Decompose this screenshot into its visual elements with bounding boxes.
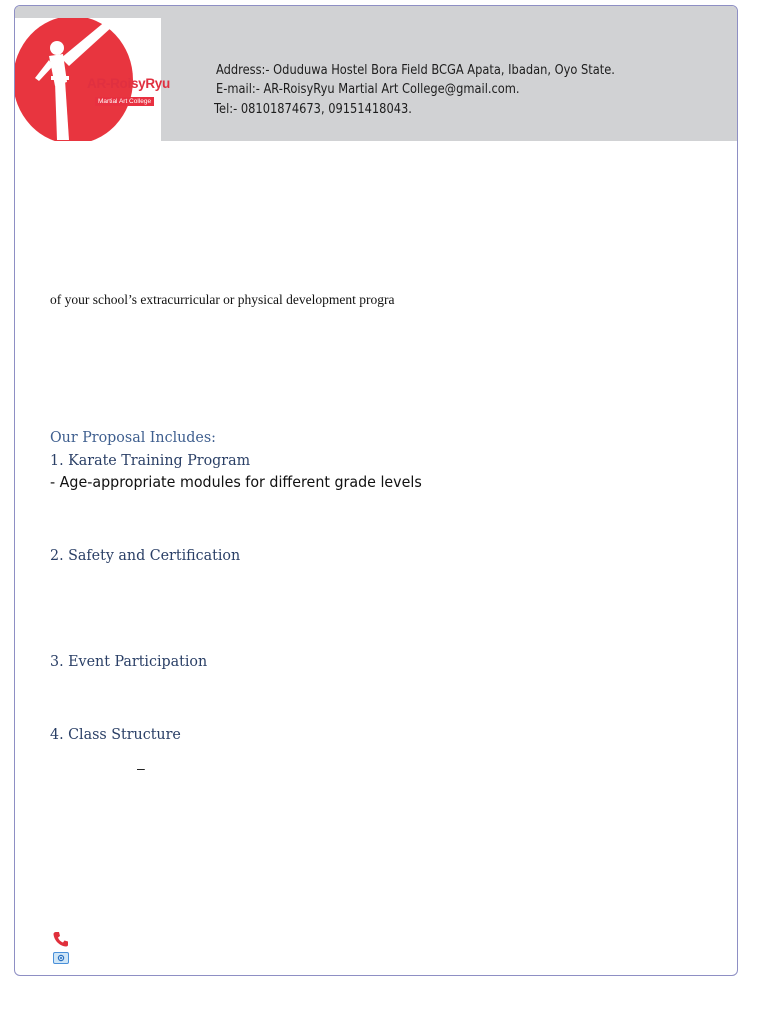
email-line: E-mail:- AR-RoisyRyu Martial Art College@gmail.com. — [216, 82, 520, 97]
body-text-fragment: of your school’s extracurricular or physical development progra — [50, 292, 395, 307]
letter-page — [14, 5, 738, 976]
phone-line: Tel:- 08101874673, 09151418043. — [214, 102, 412, 117]
phone-icon — [53, 931, 69, 947]
logo-subtitle: Martial Art College — [95, 97, 154, 106]
section-heading-safety-certification: 2. Safety and Certification — [50, 546, 241, 564]
section-heading-event-participation: 3. Event Participation — [50, 652, 208, 670]
address-line: Address:- Oduduwa Hostel Bora Field BCGA Apata, Ibadan, Oyo State. — [216, 63, 615, 78]
proposal-heading: Our Proposal Includes: — [50, 428, 216, 446]
letterhead — [15, 6, 738, 141]
logo-title: AR-RoisyRyu — [87, 76, 170, 91]
bullet-age-appropriate-modules: - Age-appropriate modules for different grade levels — [50, 473, 422, 491]
dash-mark: – — [137, 760, 145, 776]
section-heading-karate-training: 1. Karate Training Program — [50, 451, 251, 469]
college-logo — [15, 18, 170, 141]
mail-icon — [53, 952, 69, 964]
section-heading-class-structure: 4. Class Structure — [50, 725, 181, 743]
